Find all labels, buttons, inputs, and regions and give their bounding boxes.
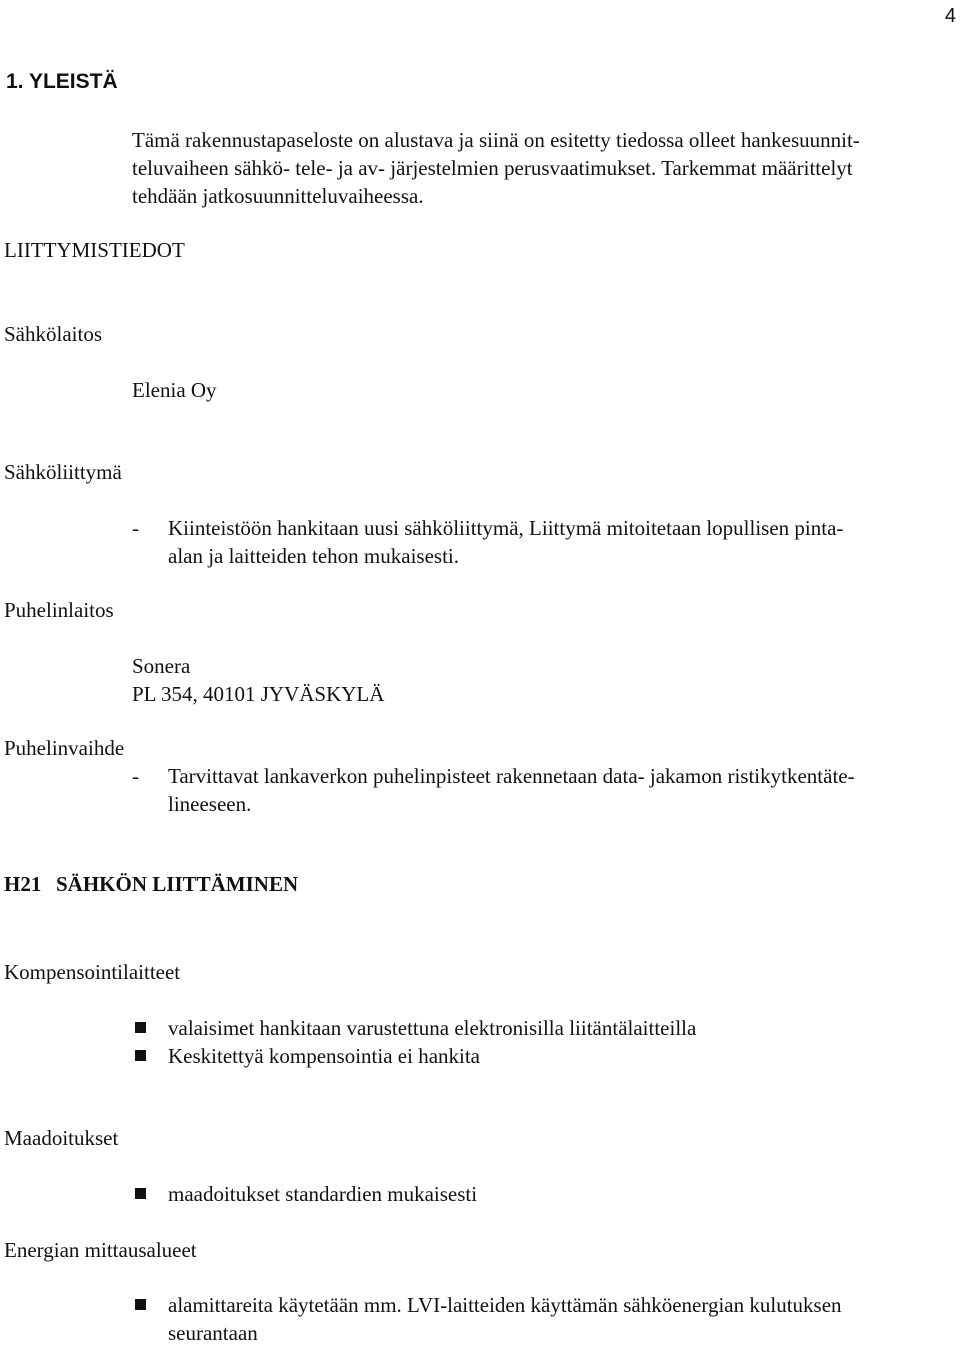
dash-marker: - (132, 516, 139, 540)
puhelinvaihde-label: Puhelinvaihde (4, 736, 125, 760)
bullet-line: alan ja laitteiden tehon mukaisesti. (168, 544, 459, 568)
sahkoliittyma-label: Sähköliittymä (4, 460, 122, 484)
puhelinlaitos-address: PL 354, 40101 JYVÄSKYLÄ (132, 682, 385, 706)
dash-marker: - (132, 764, 139, 788)
bullet-line: Kiinteistöön hankitaan uusi sähköliittymä, Liittymä mitoitetaan lopullisen pinta- (168, 516, 844, 540)
list-item: Keskitettyä kompensointia ei hankita (168, 1044, 481, 1068)
maadoitukset-label: Maadoitukset (4, 1126, 119, 1150)
energia-label: Energian mittausalueet (4, 1238, 197, 1262)
square-bullet-icon (135, 1188, 146, 1199)
puhelinlaitos-label: Puhelinlaitos (4, 598, 114, 622)
intro-line: teluvaiheen sähkö- tele- ja av- järjestelmien perusvaatimukset. Tarkemmat määrittelyt (132, 156, 853, 180)
square-bullet-icon (135, 1022, 146, 1033)
h21-code: H21 (4, 872, 42, 896)
section-title: 1. YLEISTÄ (6, 70, 118, 93)
page-number: 4 (944, 5, 956, 27)
kompensointi-label: Kompensointilaitteet (4, 960, 181, 984)
list-item: valaisimet hankitaan varustettuna elektronisilla liitäntälaitteilla (168, 1016, 697, 1040)
bullet-line: Tarvittavat lankaverkon puhelinpisteet rakennetaan data- jakamon ristikytkentäte- (168, 764, 855, 788)
liittymistiedot-heading: LIITTYMISTIEDOT (4, 238, 185, 262)
square-bullet-icon (135, 1050, 146, 1061)
h21-title: SÄHKÖN LIITTÄMINEN (56, 872, 299, 896)
sahkolaitos-value: Elenia Oy (132, 378, 217, 402)
intro-line: Tämä rakennustapaseloste on alustava ja siinä on esitetty tiedossa olleet hankesuunnit- (132, 128, 860, 152)
bullet-line: lineeseen. (168, 792, 252, 816)
list-item-continuation: seurantaan (168, 1321, 258, 1345)
intro-line: tehdään jatkosuunnitteluvaiheessa. (132, 184, 424, 208)
puhelinlaitos-name: Sonera (132, 654, 191, 678)
list-item: maadoitukset standardien mukaisesti (168, 1182, 478, 1206)
square-bullet-icon (135, 1299, 146, 1310)
sahkolaitos-label: Sähkölaitos (4, 322, 102, 346)
list-item: alamittareita käytetään mm. LVI-laitteiden käyttämän sähköenergian kulutuksen (168, 1293, 842, 1317)
